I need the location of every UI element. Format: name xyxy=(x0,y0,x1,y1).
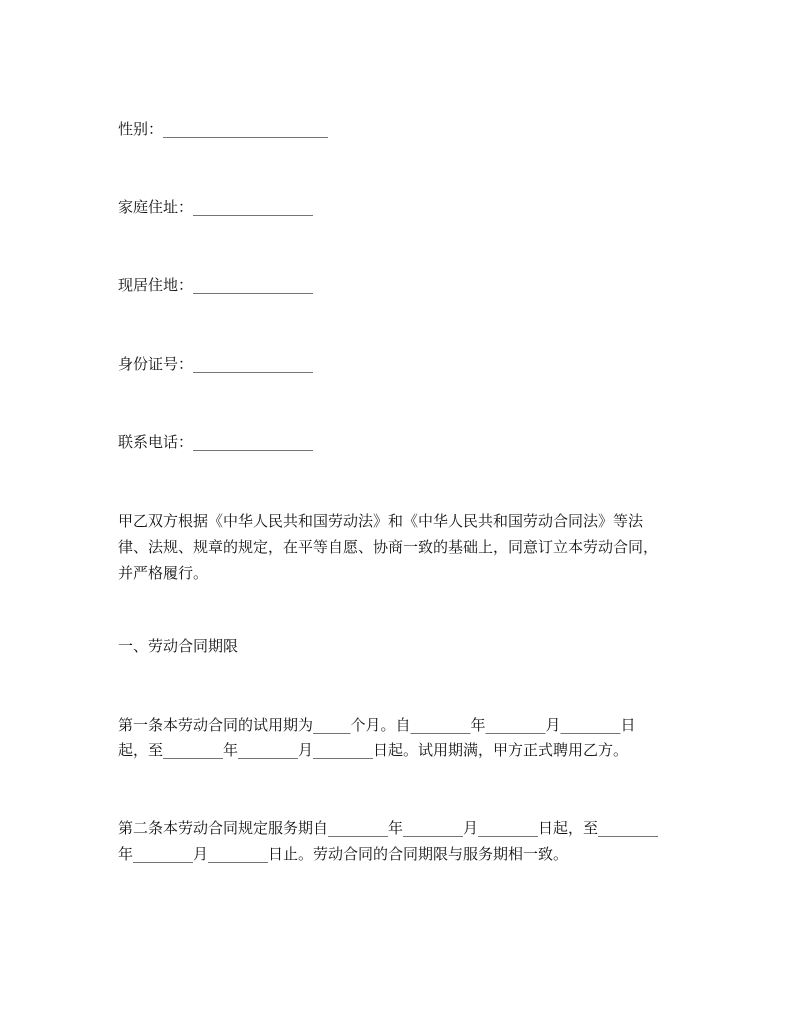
field-id-number: 身份证号：________________ xyxy=(118,355,314,373)
field-phone: 联系电话：________________ xyxy=(118,433,314,451)
article-line: 第一条本劳动合同的试用期为_____个月。自________年________月________日 xyxy=(118,716,636,734)
section-heading: 一、劳动合同期限 xyxy=(118,637,239,655)
article-line: 第二条本劳动合同规定服务期自________年________月________日起，至________ xyxy=(118,819,659,837)
article-line: 起，至________年________月________日起。试用期满，甲方正式聘用乙方。 xyxy=(118,741,629,759)
field-current-residence: 现居住地：________________ xyxy=(118,276,314,294)
preamble-line: 并严格履行。 xyxy=(118,564,209,582)
preamble-line: 甲乙双方根据《中华人民共和国劳动法》和《中华人民共和国劳动合同法》等法 xyxy=(118,512,644,530)
field-home-address: 家庭住址：________________ xyxy=(118,198,314,216)
field-gender: 性别：______________________ xyxy=(118,120,329,138)
article-line: 年________月________日止。劳动合同的合同期限与服务期相一致。 xyxy=(118,845,569,863)
preamble-line: 律、法规、规章的规定，在平等自愿、协商一致的基础上，同意订立本劳动合同， xyxy=(118,538,659,556)
